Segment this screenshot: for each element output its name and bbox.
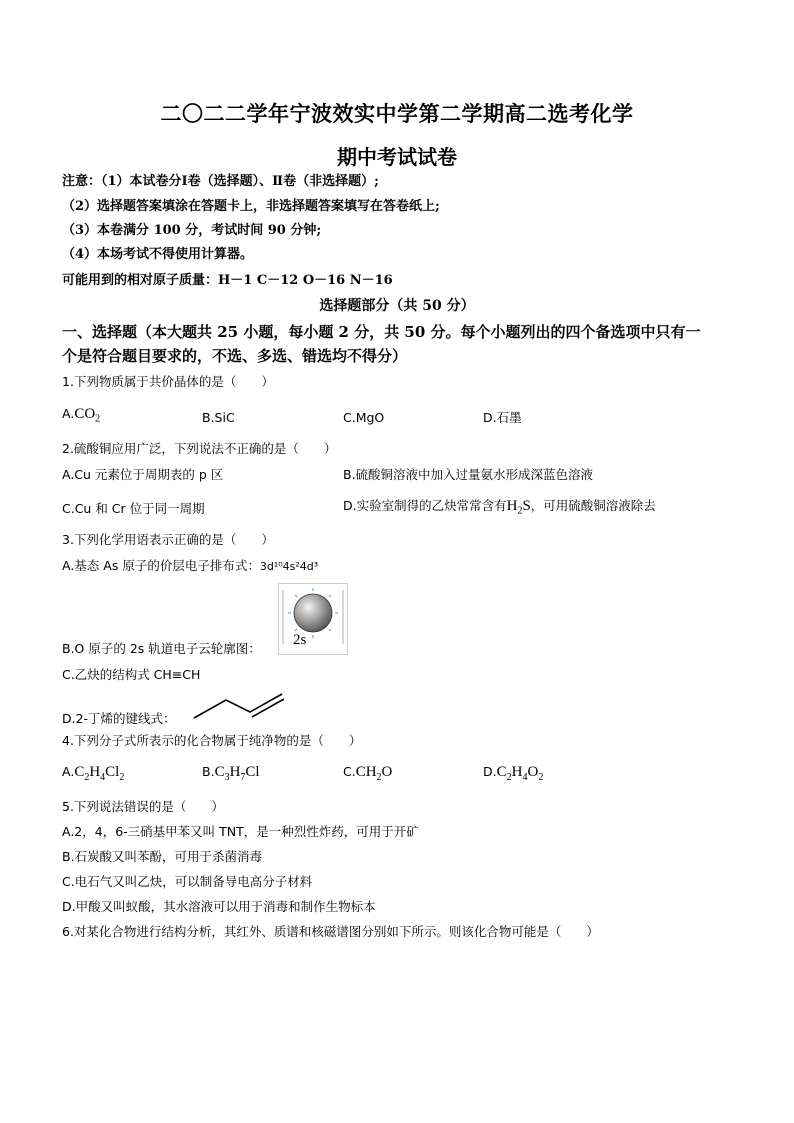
q5-option-b: B.石炭酸又叫苯酚，可用于杀菌消毒	[62, 849, 263, 864]
electron-config: 3d¹⁰4s²4d³	[259, 560, 319, 573]
q3-option-d: D.2-丁烯的键线式：	[62, 711, 176, 726]
q3-option-a: A.基态 As 原子的价层电子排布式：3d¹⁰4s²4d³	[62, 558, 319, 573]
q4-stem: 4.下列分子式所表示的化合物属于纯净物的是（ ）	[62, 733, 362, 748]
q5-option-c: C.电石气又叫乙炔，可以制备导电高分子材料	[62, 874, 313, 889]
note-3: （3）本卷满分 100 分，考试时间 90 分钟;	[62, 223, 322, 238]
q2-option-d: D.实验室制得的乙炔常常含有$H_2S$，可用硫酸铜溶液除去	[343, 498, 656, 517]
q5-stem: 5.下列说法错误的是（ ）	[62, 799, 224, 814]
orbital-2s-image	[278, 583, 348, 655]
section-heading: 选择题部分（共 50 分）	[319, 298, 475, 314]
q6-stem: 6.对某化合物进行结构分析，其红外、质谱和核磁谱图分别如下所示。则该化合物可能是（ ）	[62, 924, 599, 939]
note-2: （2）选择题答案填涂在答题卡上，非选择题答案填写在答卷纸上;	[62, 199, 440, 214]
note-1: 注意：（1）本试卷分Ⅰ卷（选择题）、Ⅱ卷（非选择题）;	[62, 174, 379, 189]
q4-option-b: $B.C_3H_7Cl$	[202, 764, 260, 783]
section-intro-1: 一、选择题（本大题共 25 小题，每小题 2 分，共 50 分。每个小题列出的四个备选项中只有一	[62, 323, 701, 341]
orbital-2s-diagram	[279, 584, 347, 654]
exam-subtitle: 期中考试试卷	[337, 145, 457, 169]
q2-option-b: B.硫酸铜溶液中加入过量氨水形成深蓝色溶液	[343, 467, 594, 482]
note-4: （4）本场考试不得使用计算器。	[62, 247, 254, 262]
q3-option-c: C.乙炔的结构式 CH≡CH	[62, 667, 201, 682]
q2-stem: 2.硫酸铜应用广泛，下列说法不正确的是（ ）	[62, 441, 337, 456]
q4-option-a: $A.C_2H_4Cl_2$	[62, 764, 125, 783]
section-intro-2: 个是符合题目要求的，不选、多选、错选均不得分）	[62, 347, 408, 365]
q2-option-c: C.Cu 和 Cr 位于同一周期	[62, 501, 205, 516]
q1-option-b: B.SiC	[202, 410, 235, 425]
q3-option-b: B.O 原子的 2s 轨道电子云轮廓图：	[62, 641, 261, 656]
q1-option-d: D.石墨	[483, 410, 522, 425]
q5-option-d: D.甲酸又叫蚁酸，其水溶液可以用于消毒和制作生物标本	[62, 899, 376, 914]
exam-title: 二〇二二学年宁波效实中学第二学期高二选考化学	[160, 101, 634, 126]
q1-stem: 1.下列物质属于共价晶体的是（ ）	[62, 374, 274, 389]
q2-option-a: A.Cu 元素位于周期表的 p 区	[62, 467, 224, 482]
q4-option-c: $C.CH_2O$	[343, 764, 393, 783]
orbital-label: 2s	[293, 632, 307, 648]
q4-option-d: $D.C_2H_4O_2$	[483, 764, 544, 783]
butene-skeletal-formula	[190, 686, 288, 724]
q1-option-c: C.MgO	[343, 410, 385, 425]
q1-option-a: $A.CO_2$	[62, 406, 101, 425]
q3-stem: 3.下列化学用语表示正确的是（ ）	[62, 532, 274, 547]
atomic-mass-note: 可能用到的相对原子质量：H－1 C－12 O－16 N－16	[62, 273, 393, 288]
q5-option-a: A.2，4，6-三硝基甲苯又叫 TNT，是一种烈性炸药，可用于开矿	[62, 824, 419, 839]
